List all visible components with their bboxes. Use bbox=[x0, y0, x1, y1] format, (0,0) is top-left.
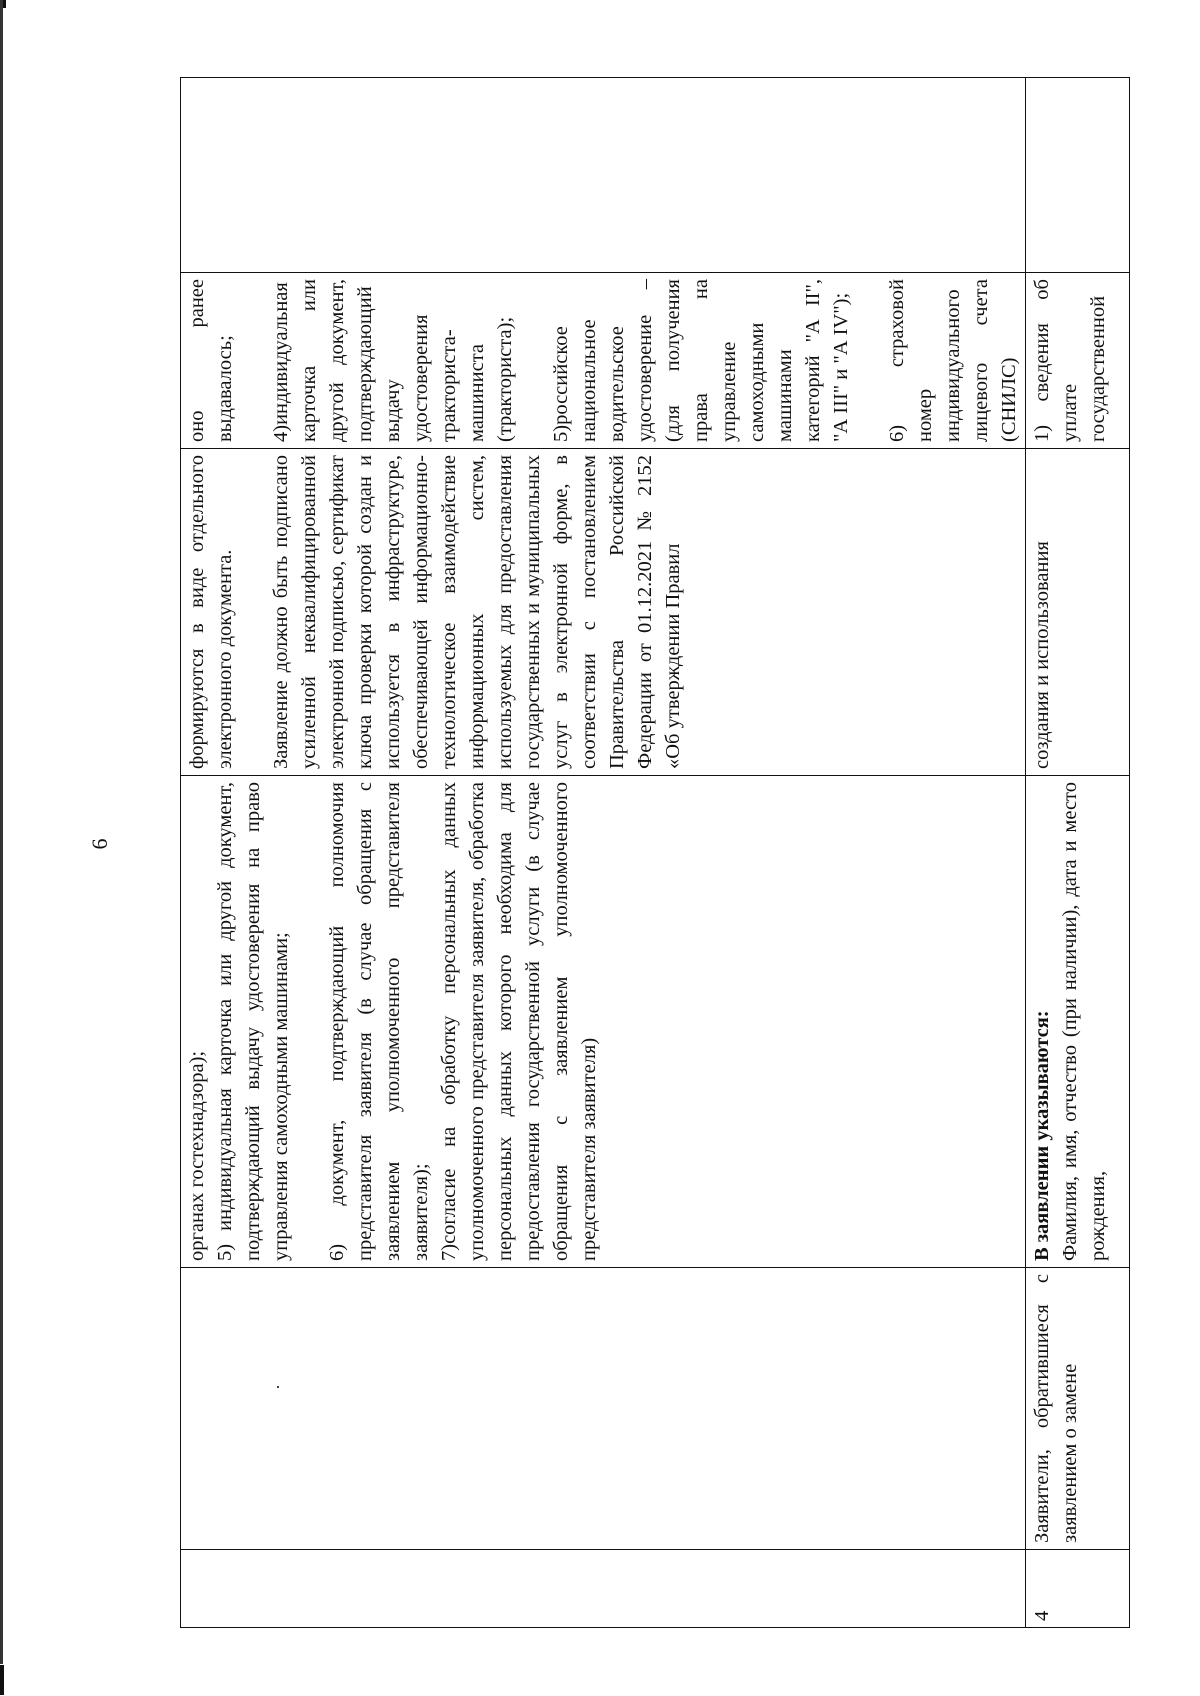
table-row-4 bbox=[1026, 78, 1130, 1628]
scan-edge-mark-bottom bbox=[0, 1665, 4, 1695]
cell-additional-docs bbox=[181, 273, 1026, 449]
document-table bbox=[180, 77, 1130, 1628]
row4-applicant-text: Заявители, обратившиеся с заявлением о замене bbox=[1031, 1274, 1081, 1543]
row4-statement bbox=[1026, 776, 1130, 1268]
row4-number-text: 4 bbox=[1031, 1610, 1053, 1621]
cell-notes bbox=[181, 78, 1026, 273]
row4-electronic-text: создания и использования bbox=[1031, 541, 1053, 769]
documents-list-text: органах гостехнадзора); 5) индивидуальная карточка или другой документ, подтверждающий выдачу удостоверения на право управления самоходными машинами; 6) документ, подтверждающий полномочия представителя заявителя (в случае обращения с заявлением уполномоченного представителя заявителя); 7)согласие на обработку персональных данных уполномоченного представителя заявителя, обработка персональных данных которого необходима для предоставления государственной услуги (в случае обращения с заявлением уполномоченного представителя заявителя) bbox=[186, 782, 600, 1261]
row4-payment-text: 1) сведения об уплате государственной bbox=[1031, 279, 1109, 442]
cell-applicant bbox=[181, 1268, 1026, 1550]
cell-documents-list bbox=[181, 776, 1026, 1268]
row4-number bbox=[1026, 1550, 1130, 1628]
row4-statement-heading: В заявлении указываются: bbox=[1031, 1010, 1053, 1261]
row4-payment bbox=[1026, 273, 1130, 449]
row4-statement-text: Фамилия, имя, отчество (при наличии), дата и место рождения, bbox=[1059, 782, 1109, 1261]
cell-electronic-form bbox=[181, 449, 1026, 776]
table-row-main bbox=[181, 78, 1026, 1628]
rotated-page-content bbox=[180, 78, 1109, 1628]
row4-electronic bbox=[1026, 449, 1130, 776]
additional-docs-text: оно ранее выдавалось; 4)индивидуальная карточка или другой документ, подтверждающий выдачу удостоверения тракториста-машиниста (тракториста); 5)российское национальное водительское удостоверение – (для получения права на управление самоходными машинами категорий "А II", "А III" и "А IV"); 6) страховой номер индивидуального лицевого счета (СНИЛС) bbox=[186, 279, 1020, 442]
cell-number bbox=[181, 1550, 1026, 1628]
row4-applicant bbox=[1026, 1268, 1130, 1550]
scan-edge-line-left bbox=[0, 0, 3, 1664]
row4-notes bbox=[1026, 78, 1130, 273]
page-number: 6 bbox=[87, 838, 112, 850]
electronic-form-text: формируются в виде отдельного электронного документа. Заявление должно быть подписано усиленной неквалифицированной электронной подписью, сертификат ключа проверки которой создан и используется в инфраструктуре, обеспечивающей информационно-технологическое взаимодействие информационных систем, используемых для предоставления государственных и муниципальных услуг в электронной форме, в соответствии с постановлением Правительства Российской Федерации от 01.12.2021 № 2152 «Об утверждении Правил bbox=[186, 455, 684, 769]
